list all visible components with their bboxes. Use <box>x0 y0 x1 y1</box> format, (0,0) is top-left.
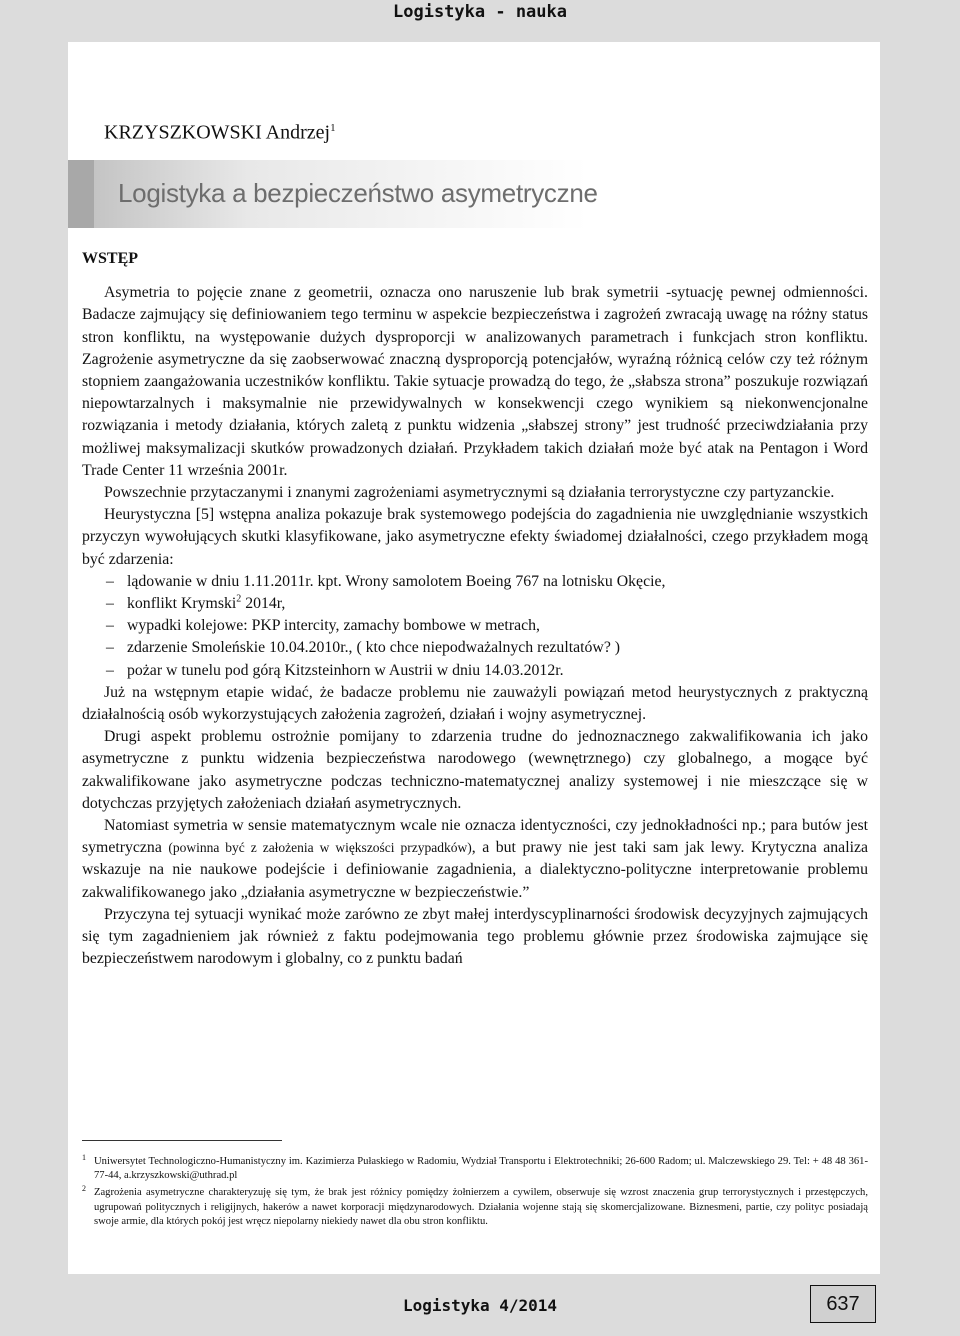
dash-marker: – <box>106 639 114 657</box>
dash-marker: – <box>106 617 114 635</box>
paragraph-5: Drugi aspekt problemu ostrożnie pomijany to zdarzenia trudne do jednoznacznego zakwalifikowania ich jako asymetryczne z punktu widzenia bezpieczeństwa narodowego (wewnętrznego) czy globalnego, a mogące być zakwalifikowane jako asymetryczne podczas techniczno-matematycznej analizy systemowej i nie mieszczące się w dotychczas przyjętych założeniach działań asymetrycznych. <box>82 728 868 812</box>
paragraph-4: Już na wstępnym etapie widać, że badacze problemu nie zauważyli powiązań metod heurystycznych z praktyczną działalnością osób wykorzystujących założenia zagrożeń, działań i wojny asymetrycznej. <box>82 683 868 724</box>
author-footnote-marker: 1 <box>330 122 336 134</box>
footnote-text: Uniwersytet Technologiczno-Humanistyczny im. Kazimierza Pułaskiego w Radomiu, Wydział Transportu i Elektrotechniki; 26-600 Radom; ul. Malczewskiego 29. Tel: + 48 48 361-77-44, a.krzyszkowski@uthrad.pl <box>94 1156 868 1182</box>
list-item-text: konflikt Krymski <box>127 595 237 613</box>
paragraph-6-aside: (powinna być z założenia w większości przypadków) <box>168 840 472 856</box>
list-item <box>82 615 868 637</box>
paragraph-2: Powszechnie przytaczanymi i znanymi zagrożeniami asymetrycznymi są działania terrorystyczne czy partyzanckie. <box>104 484 835 502</box>
footnote-text: Zagrożenia asymetryczne charakteryzuję się tym, że brak jest różnicy pomiędzy żołnierzem a cywilem, obserwuje się wzrost znaczenia grup terrorystycznych i przestępczych, ugrupowań politycznych i religijnych, hakerów a nawet korporacji międzynarodowych. Działania wojenne stają się skomercjalizowane. Biznesmeni, partie, czy polityc posiadają swoje armie, dla których pokój jest wręcz niepolarny niekiedy nawet dla obu stron konfliktu. <box>94 1187 868 1227</box>
dash-marker: – <box>106 595 114 613</box>
list-item-text: wypadki kolejowe: PKP intercity, zamachy bombowe w metrach, <box>127 617 540 635</box>
list-item-text: 2014r, <box>241 595 286 613</box>
footnotes <box>82 1140 868 1232</box>
list-item <box>82 571 868 593</box>
paragraph-3: Heurystyczna [5] wstępna analiza pokazuje brak systemowego podejścia do zagadnienia nie uwzględnianie wszystkich przyczyn wywołujących skutki klasyfikowane, jako asymetryczne efekty świadomej działalności, czego przykładem mogą być zdarzenia: <box>82 506 868 568</box>
article-body <box>82 248 868 971</box>
paragraph-1: Asymetria to pojęcie znane z geometrii, oznacza ono naruszenie lub brak symetrii -sytuację pewnej odmienności. Badacze zajmujący się definiowaniem tego terminu w aspekcie bezpieczeństwa i zagrożeń zwracają uwagę na różny status stron konfliktu, na występowanie dużych dysproporcji w analizowanych parametrach i funkcjach stron konfliktu. Zagrożenie asymetryczne da się zaobserwować znaczną dysproporcją potencjałów, wyraźną różnicą celów czy też różnym stopniem zaangażowania uczestników konfliktu. Takie sytuacje prowadzą do tego, że „słabsza strona” poszukuje rozwiązań niepowtarzalnych i maksymalnie nie przewidywalnych w konsekwencji czego wynikiem są niekonwencjonalne rozwiązania i metody działania, których zaletą z punktu widzenia „słabszej strony” jest trudność przeciwdziałania przy możliwej maksymalizacji skutków prowadzonych działań. Przykładem takich działań może być atak na Pentagon i Word Trade Center 11 września 2001r. <box>82 284 868 479</box>
author-name <box>104 114 336 147</box>
paragraph-7: Przyczyna tej sytuacji wynikać może zarówno ze zbyt małej interdyscyplinarności środowisk decyzyjnych zajmujących się tym zagadnieniem jak również z faktu podejmowania tego problemu głównie przez środowiska zajmujące się bezpieczeństwem narodowym i globalny, co z punktu badań <box>82 905 868 968</box>
journal-issue-footer: Logistyka 4/2014 <box>402 1296 558 1315</box>
page-number: 637 <box>810 1285 876 1323</box>
footnote-number: 2 <box>82 1184 86 1194</box>
footnote-marker: 2 <box>236 593 242 605</box>
paragraph-6-text-end: , a but prawy nie jest taki sam jak lewy. Krytyczna analiza wskazuje na nie naukowe podejście i definiowanie zagadnienia, a dialektyczno-polityczne interpretowanie problemu zakwalifikowanego jako „działania asymetryczne w bezpieczeństwie.” <box>82 839 868 901</box>
footnote-2 <box>82 1186 868 1229</box>
list-item <box>82 660 868 682</box>
dash-marker: – <box>106 572 114 590</box>
list-item <box>82 637 868 659</box>
list-item <box>82 593 868 615</box>
paragraph-6-text: Natomiast symetria w sensie matematycznym wcale nie oznacza identyczności, czy jednokładności np.; para butów jest symetryczna <box>82 817 868 857</box>
footnote-rule <box>82 1140 282 1141</box>
author-text: KRZYSZKOWSKI Andrzej <box>104 121 331 144</box>
paragraph-6 <box>82 815 868 904</box>
title-tab-decoration <box>68 160 94 228</box>
events-list <box>82 571 868 682</box>
page <box>68 42 880 1274</box>
journal-section-header: Logistyka - nauka <box>393 2 567 22</box>
title-band <box>68 160 880 228</box>
list-item-text: lądowanie w dniu 1.11.2011r. kpt. Wrony samolotem Boeing 767 na lotnisku Okęcie, <box>127 572 666 590</box>
list-item-text: pożar w tunelu pod górą Kitzsteinhorn w Austrii w dniu 14.03.2012r. <box>127 661 564 679</box>
dash-marker: – <box>106 661 114 679</box>
article-title: Logistyka a bezpieczeństwo asymetryczne <box>118 178 598 208</box>
section-heading: WSTĘP <box>82 250 139 267</box>
footnote-1 <box>82 1155 868 1183</box>
list-item-text: zdarzenie Smoleńskie 10.04.2010r., ( kto chce niepodważalnych rezultatów? ) <box>127 639 621 657</box>
footnote-number: 1 <box>82 1153 86 1162</box>
